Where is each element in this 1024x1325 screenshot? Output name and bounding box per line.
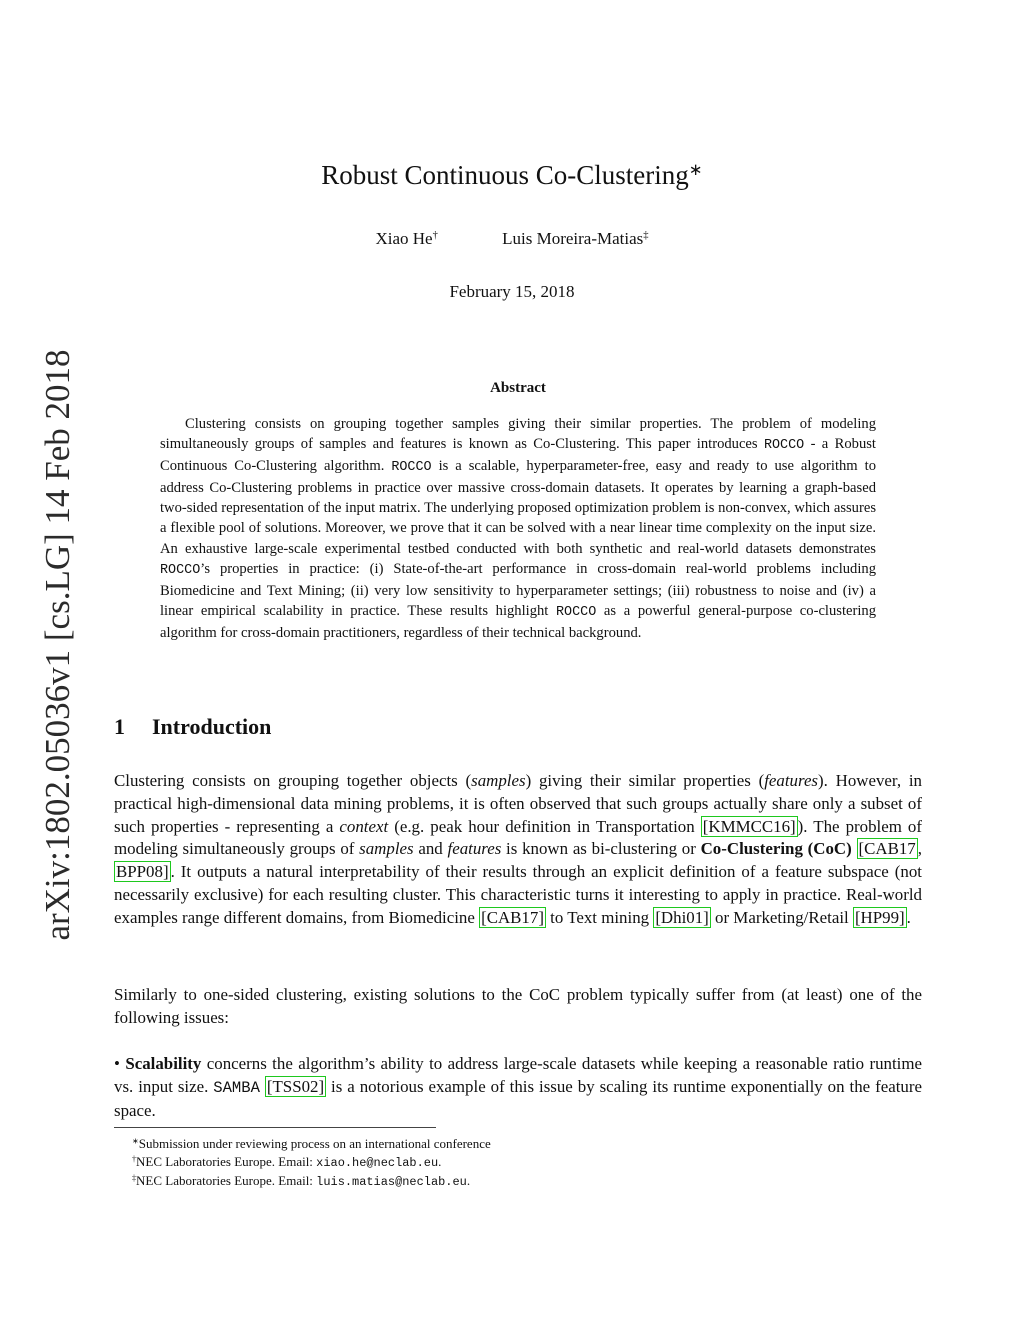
paper-date: February 15, 2018 [449, 282, 575, 301]
body-text: ). However, in practical high-dimensional data mining problems, it is often observed that such groups actually share only a subset of such properties - representing a [114, 771, 922, 836]
algorithm-name: ROCCO [763, 438, 805, 454]
citation-link[interactable]: [CAB17 [858, 839, 916, 859]
footnote-text: NEC Laboratories Europe. Email: [136, 1154, 317, 1169]
footnote-text: . [438, 1154, 442, 1169]
abstract-text: - a Robust Continuous Co-Clustering algorithm. [160, 436, 876, 475]
author-mark: ‡ [643, 230, 649, 242]
citation-link[interactable]: [HP99] [854, 907, 905, 927]
abstract-text: Clustering consists on grouping together samples giving their similar properties. The problem of modeling simultaneously groups of samples and features is known as Co-Clustering. This paper introduces [160, 416, 876, 453]
intro-paragraph-2 [114, 984, 922, 1030]
body-text: to Text mining [545, 907, 654, 927]
abstract-body [160, 414, 876, 643]
algorithm-name: SAMBA [213, 1078, 260, 1097]
emphasis: features [447, 839, 502, 859]
footnote-divider [114, 1127, 436, 1128]
algorithm-name: ROCCO [556, 604, 597, 620]
body-text: and [413, 839, 448, 859]
citation-link[interactable]: [TSS02] [266, 1076, 325, 1096]
body-text: . [906, 907, 911, 927]
bullet-icon: • [114, 1054, 120, 1073]
author-mark: † [432, 230, 438, 242]
title-footnote-mark: ∗ [688, 159, 703, 179]
footnote-text: . [466, 1173, 471, 1188]
arxiv-id: arXiv:1802.05036v1 [cs.LG] 14 Feb 2018 [38, 349, 77, 941]
abstract-text: as a powerful general-purpose co-clustering algorithm for cross-domain practitioners, regardless of their technical background. [160, 602, 876, 641]
footnote-text: Submission under reviewing process on an international conference [138, 1136, 491, 1151]
footnote-text: NEC Laboratories Europe. Email: [136, 1173, 317, 1188]
body-text: is a notorious example of this issue by scaling its runtime exponentially on the feature space. [114, 1076, 922, 1120]
author [502, 229, 648, 249]
algorithm-name: ROCCO [160, 562, 201, 578]
citation-link[interactable]: BPP08] [116, 862, 169, 882]
footnote [132, 1172, 491, 1191]
email-link[interactable]: xiao.he@neclab.eu [316, 1156, 439, 1170]
abstract-text: ’s properties in practice: (i) State-of-the-art performance in cross-domain real-world problems including Biomedicine and Text Mining; (ii) very low sensitivity to hyperparameter settings; (iii) robustness to noise and (iv) a linear empirical scalability in practice. These results highlight [160, 560, 876, 619]
abstract-paragraph [160, 414, 876, 643]
author-name: Luis Moreira-Matias [502, 229, 644, 248]
email-link[interactable]: luis.matias@neclab.eu [316, 1175, 467, 1189]
algorithm-name: ROCCO [391, 460, 432, 476]
issue-list-item [114, 1053, 922, 1122]
emphasis: context [339, 816, 389, 836]
body-text: (e.g. peak hour definition in Transportation [388, 816, 701, 836]
author-list [0, 229, 1024, 249]
title-text: Robust Continuous Co-Clustering [321, 160, 689, 190]
footnote-mark: † [132, 1154, 137, 1164]
footnote [132, 1135, 491, 1153]
emphasis: features [764, 771, 819, 790]
citation-link[interactable]: [CAB17] [481, 907, 544, 927]
footnote [132, 1153, 491, 1172]
footnote-mark: ‡ [132, 1173, 137, 1183]
author-name: Xiao He [375, 229, 433, 248]
arxiv-stamp [0, 345, 80, 945]
footnote-mark: ∗ [132, 1136, 139, 1146]
body-text: Clustering consists on grouping together objects ( [114, 771, 472, 790]
emphasis: samples [359, 839, 414, 859]
body-text: is known as bi-clustering or [501, 839, 701, 859]
body-text: , [917, 839, 922, 859]
body-text: . It outputs a natural interpretability of their results through an explicit definition of a feature subspace (not necessarily exclusive) for each resulting cluster. This characteristic turns it interesting to apply in practice. Real-world examples range different domains, from Biomedicine [114, 862, 922, 927]
body-text [852, 839, 857, 858]
body-text: or Marketing/Retail [710, 907, 853, 927]
body-text: ) giving their similar properties ( [525, 771, 765, 790]
bold-term: Scalability [125, 1054, 202, 1073]
citation-link[interactable]: [KMMCC16] [702, 816, 796, 836]
citation-link[interactable]: [Dhi01] [655, 907, 709, 927]
section-heading [114, 714, 271, 740]
section-title: Introduction [152, 714, 272, 739]
section-number: 1 [114, 714, 125, 739]
emphasis: samples [471, 771, 526, 790]
author [375, 229, 437, 249]
body-text: Similarly to one-sided clustering, existing solutions to the CoC problem typically suffer from (at least) one of the following issues: [114, 985, 922, 1027]
abstract-heading: Abstract [490, 380, 546, 396]
intro-paragraph-1 [114, 770, 922, 930]
body-text: ). The problem of modeling simultaneously groups of [114, 816, 922, 859]
abstract-text: is a scalable, hyperparameter-free, easy and ready to use algorithm to address Co-Clustering problems in practice over massive cross-domain datasets. It operates by learning a graph-based two-sided representation of the input matrix. The underlying proposed optimization problem is non-convex, which assures a flexible pool of solutions. Moreover, we prove that it can be solved with a near linear time complexity on the input size. An exhaustive large-scale experimental testbed conducted with both synthetic and real-world datasets demonstrates [160, 458, 876, 557]
body-text: concerns the algorithm’s ability to address large-scale datasets while keeping a reasonable ratio runtime vs. input size. [114, 1054, 922, 1096]
bold-term: Co-Clustering (CoC) [700, 839, 852, 859]
paper-title [0, 160, 1024, 191]
footnotes [132, 1135, 491, 1191]
